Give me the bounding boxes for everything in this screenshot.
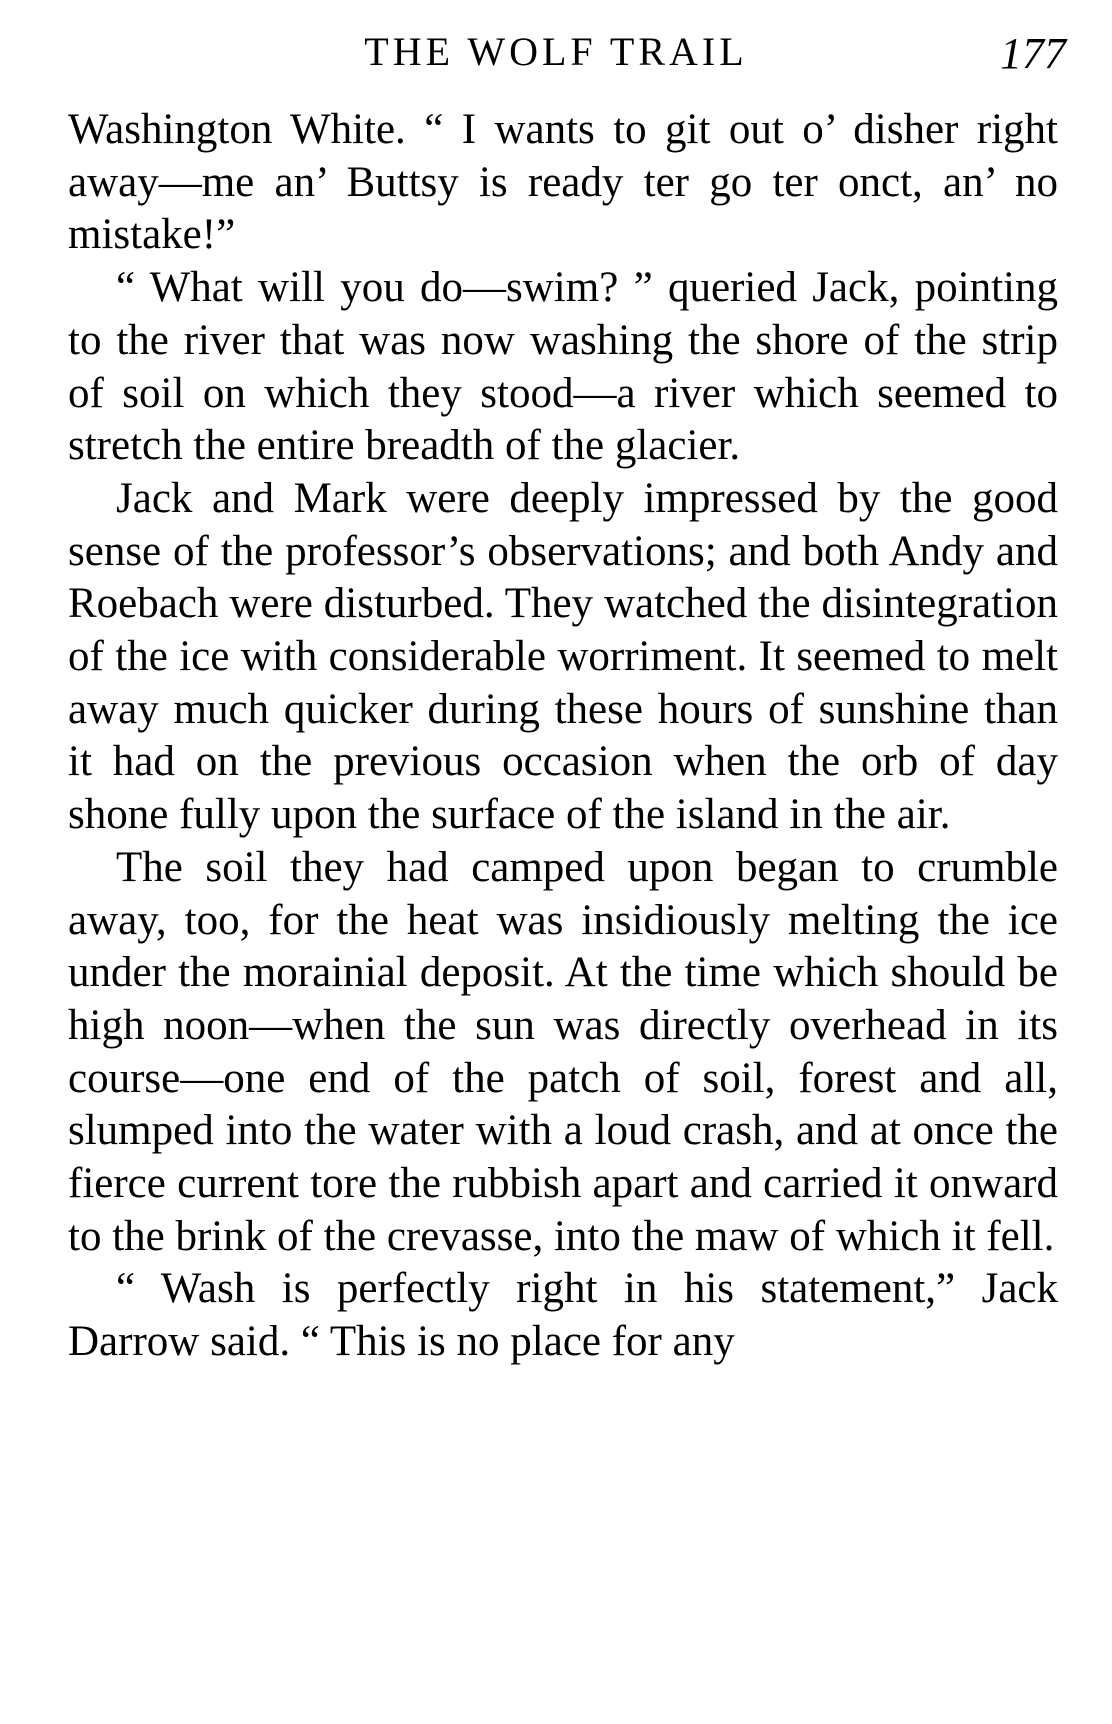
paragraph-continued: Washington White. “ I wants to git out o’ disher right away—me an’ Buttsy is ready ter go ter onct, an’ no mistake!” bbox=[68, 106, 1058, 259]
running-title: THE WOLF TRAIL bbox=[364, 29, 748, 74]
paragraph: “ Wash is perfectly right in his statement,” Jack Darrow said. “ This is no place for any bbox=[68, 1265, 1058, 1366]
body-text bbox=[68, 104, 1058, 1369]
running-head bbox=[0, 22, 1112, 82]
paragraph: The soil they had camped upon began to crumble away, too, for the heat was insidiously melting the ice under the morainial deposit. At the time which should be high noon—when the sun was directly overhead in its course—one end of the patch of soil, forest and all, slumped into the water with a loud crash, and at once the fierce current tore the rubbish apart and carried it onward to the brink of the crevasse, into the maw of which it fell. bbox=[68, 843, 1058, 1260]
paragraph: Jack and Mark were deeply impressed by the good sense of the professor’s observations; and both Andy and Roebach were disturbed. They watched the disintegration of the ice with considerable worriment. It seemed to melt away much quicker during these hours of sunshine than it had on the previous occasion when the orb of day shone fully upon the surface of the island in the air. bbox=[68, 474, 1058, 839]
paragraph: “ What will you do—swim? ” queried Jack, pointing to the river that was now washing the shore of the strip of soil on which they stood—a river which seemed to stretch the entire breadth of the glacier. bbox=[68, 264, 1058, 470]
page-number: 177 bbox=[1000, 29, 1066, 78]
